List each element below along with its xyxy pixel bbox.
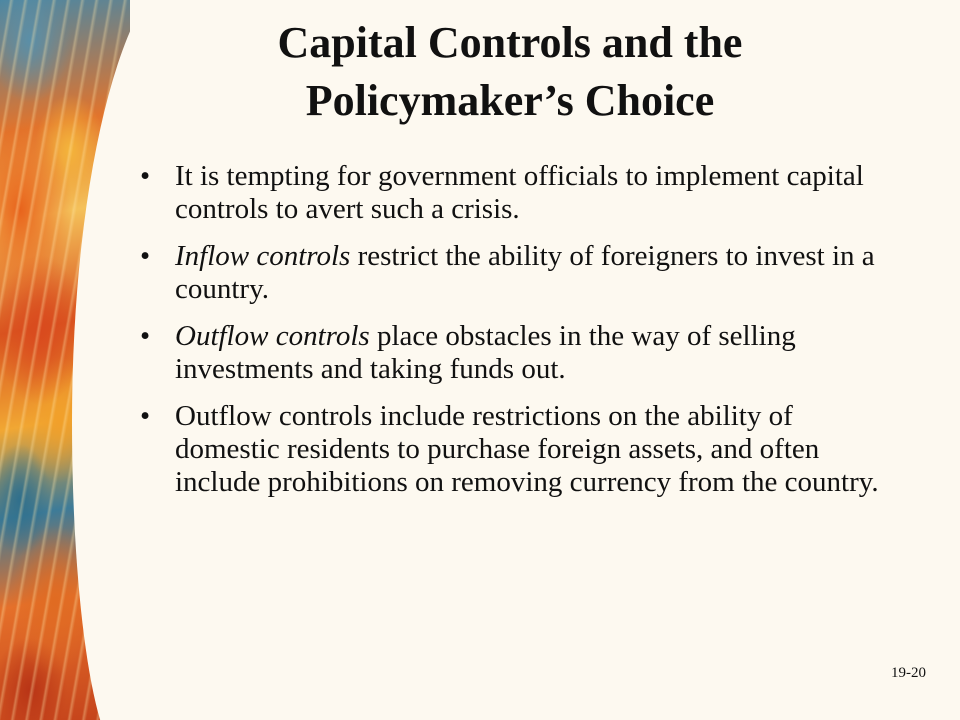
bullet-item [140, 400, 880, 499]
slide-title-line-2: Policymaker’s Choice [305, 76, 715, 125]
bullet-text: It is tempting for government officials to implement capital controls to avert such a crisis. [175, 160, 864, 225]
bullet-item [140, 320, 880, 386]
bullet-text: Outflow controls include restrictions on the ability of domestic residents to purchase foreign assets, and often include prohibitions on removing currency from the country. [175, 400, 879, 498]
bullet-item [140, 160, 880, 226]
bullet-emphasis: Inflow controls [175, 240, 351, 272]
slide-title [150, 14, 870, 130]
bullet-text: place obstacles in the way of selling investments and taking funds out. [175, 320, 796, 385]
bullet-list [140, 160, 880, 513]
bullet-text: restrict the ability of foreigners to invest in a country. [175, 240, 875, 305]
bullet-emphasis: Outflow controls [175, 320, 370, 352]
bullet-item [140, 240, 880, 306]
slide-title-line-1: Capital Controls and the [277, 18, 743, 67]
slide-number: 19-20 [891, 665, 926, 681]
